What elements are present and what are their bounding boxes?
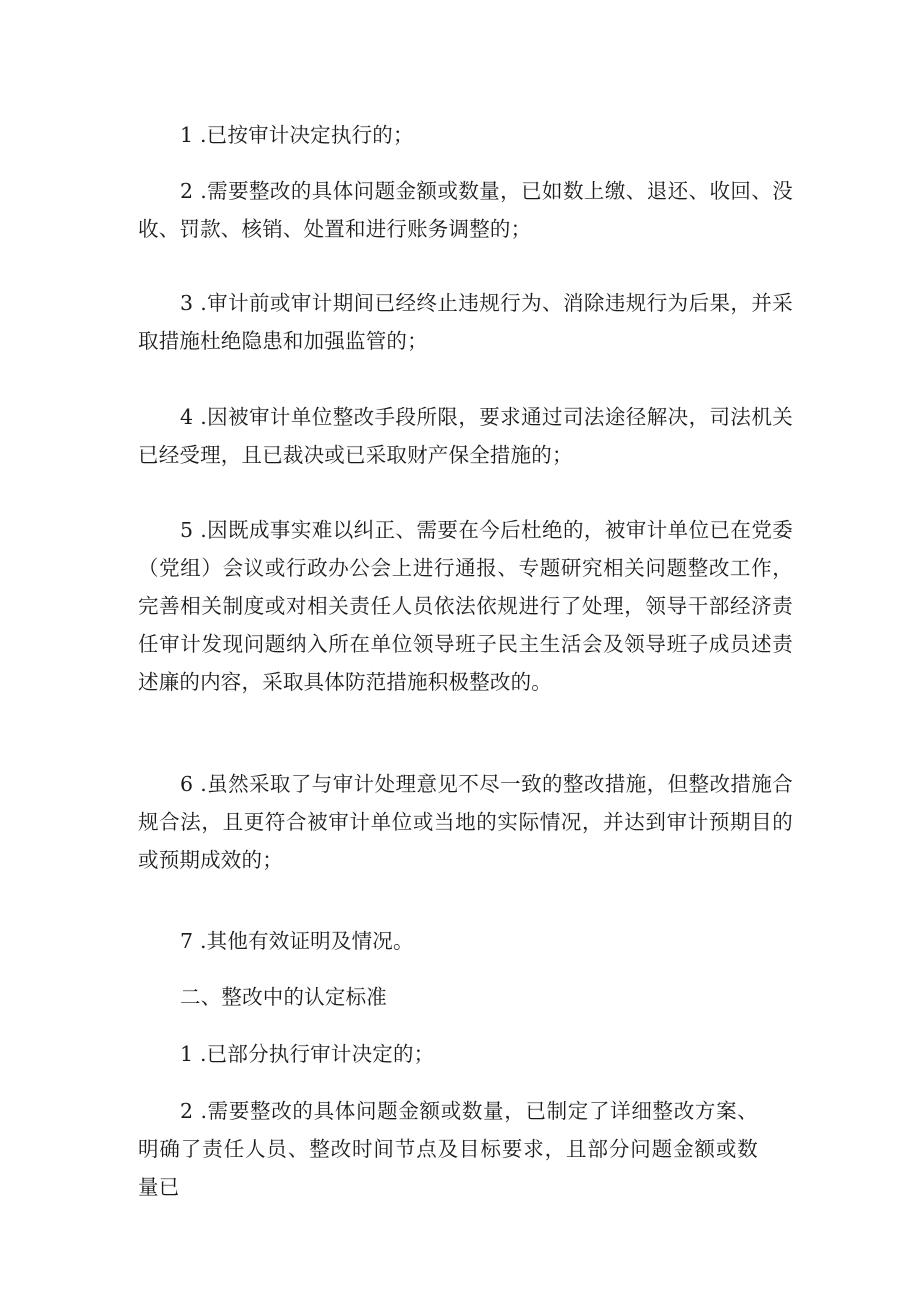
paragraph-3: 3 .审计前或审计期间已经终止违规行为、消除违规行为后果，并采取措施杜绝隐患和加强监管的； (138, 291, 793, 353)
paragraph-5: 5 .因既成事实难以纠正、需要在今后杜绝的，被审计单位已在党委（党组）会议或行政办公会上进行通报、专题研究相关问题整改工作，完善相关制度或对相关责任人员依法依规进行了处理，领导干部经济责任审计发现问题纳入所在单位领导班子民主生活会及领导班子成员述责述廉的内容，采取具体防范措施积极整改的。 (138, 518, 793, 694)
paragraph-9: 2 .需要整改的具体问题金额或数量，已制定了详细整改方案、明确了责任人员、整改时间节点及目标要求，且部分问题金额或数量已 (138, 1099, 758, 1199)
paragraph-8: 1 .已部分执行审计决定的； (180, 1042, 435, 1066)
paragraph-1: 1 .已按审计决定执行的； (180, 123, 414, 147)
section-heading: 二、整改中的认定标准 (180, 985, 387, 1009)
paragraph-4: 4 .因被审计单位整改手段所限，要求通过司法途径解决，司法机关已经受理，且已裁决或已采取财产保全措施的； (138, 405, 793, 467)
paragraph-7: 7 .其他有效证明及情况。 (180, 929, 414, 953)
paragraph-6: 6 .虽然采取了与审计处理意见不尽一致的整改措施，但整改措施合规合法，且更符合被审计单位或当地的实际情况，并达到审计预期目的或预期成效的； (138, 772, 793, 872)
paragraph-2: 2 .需要整改的具体问题金额或数量，已如数上缴、退还、收回、没收、罚款、核销、处置和进行账务调整的； (138, 179, 793, 241)
